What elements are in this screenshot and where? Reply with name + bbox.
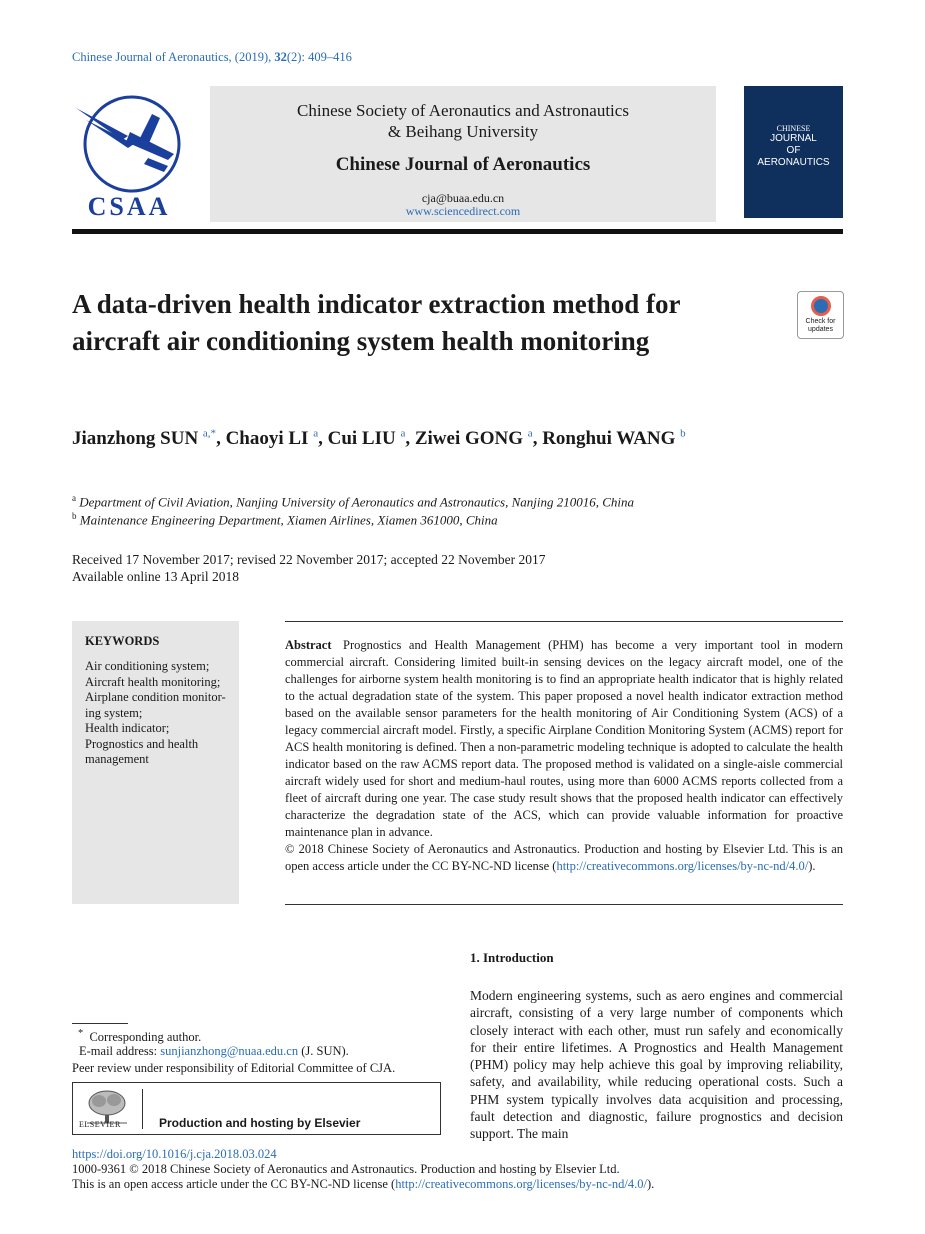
abstract-heading: Abstract <box>285 638 332 652</box>
author: Cui LIU $^a$, <box>327 428 415 450</box>
received-dates: Received 17 November 2017; revised 22 November 2017; accepted 22 November 2017 <box>72 552 546 567</box>
doi-link[interactable]: https://doi.org/10.1016/j.cja.2018.03.024 <box>72 1147 277 1161</box>
keyword: Aircraft health monitoring; <box>85 674 221 689</box>
author: Ziwei GONG $^a$, <box>414 428 543 450</box>
footnote-rule <box>72 1023 128 1024</box>
section-heading-introduction: 1. Introduction <box>470 950 554 965</box>
abstract-top-rule <box>285 621 843 622</box>
footer-license-link[interactable]: http://creativecommons.org/licenses/by-nc-nd/4.0/ <box>395 1177 647 1191</box>
check-for-updates-button[interactable]: Check for updates <box>797 291 844 339</box>
elsevier-label: ELSEVIER <box>79 1120 121 1129</box>
production-text: Production and hosting by Elsevier <box>159 1116 361 1130</box>
peer-review-note: Peer review under responsibility of Editorial Committee of CJA. <box>72 1061 396 1075</box>
abstract-bottom-rule <box>285 904 843 905</box>
logo-text: CSAA <box>87 192 171 220</box>
keyword: Health indicator; <box>85 721 170 735</box>
elsevier-box <box>72 1082 441 1135</box>
keywords-heading: KEYWORDS <box>85 634 160 648</box>
author-list <box>72 428 686 450</box>
journal-email[interactable]: cja@buaa.edu.cn <box>421 191 505 205</box>
journal-banner <box>210 86 716 222</box>
keyword: Airplane condition monitor-ing system; <box>85 690 226 720</box>
bookmark-icon <box>811 296 831 316</box>
journal-name: Chinese Journal of Aeronautics <box>335 154 591 175</box>
abstract <box>285 637 843 875</box>
author: Ronghui WANG $^b$ <box>542 428 686 450</box>
abstract-copyright: © 2018 Chinese Society of Aeronautics and Astronautics. Production and hosting by Elsevier Ltd. This is an open access article under the CC BY-NC-ND license (http://creativecommons.org/licenses/by-nc-nd/4.0/). <box>285 842 843 873</box>
keyword: Air conditioning system; <box>85 659 210 673</box>
csaa-logo <box>70 88 188 220</box>
journal-website-link[interactable]: www.sciencedirect.com <box>405 204 521 218</box>
header-divider <box>72 229 843 234</box>
journal-cover[interactable]: CHINESE JOURNAL OF AERONAUTICS <box>744 86 843 218</box>
csaa-emblem-icon <box>70 88 188 220</box>
elsevier-divider <box>142 1089 143 1129</box>
article-title: A data-driven health indicator extraction method for aircraft air conditioning system health monitoring <box>72 289 680 356</box>
available-online-date: Available online 13 April 2018 <box>72 569 239 584</box>
author-email-link[interactable]: sunjianzhong@nuaa.edu.cn <box>160 1044 299 1058</box>
license-link[interactable]: http://creativecommons.org/licenses/by-nc-nd/4.0/ <box>556 859 809 873</box>
email-note: E-mail address: sunjianzhong@nuaa.edu.cn (J. SUN). <box>79 1044 349 1058</box>
abstract-text: Prognostics and Health Management (PHM) has become a very important tool in modern commercial aircraft. Considering limited built-in sensing devices on the legacy aircraft model, one of the challenges for airborne system health monitoring is to find an appropriate health indicator that is highly related to the actual degradation state of the system. This paper proposed a novel health indicator extraction method based on the available sensor parameters for the health monitoring of Air Conditioning System (ACS) of a legacy commercial aircraft model. Firstly, a specific Airplane Condition Monitoring System (ACMS) report for ACS health monitoring is defined. Then a non-parametric modeling technique is adopted to calculate the health indicator based on the raw ACMS report data. The proposed method is validated on a single-aisle commercial aircraft widely used for short and medium-haul routes, using more than 6000 ACMS reports collected from a fleet of aircraft during one year. The case study result shows that the proposed health indicator can effectively characterize the degradation state of the ACS, which can provide valuable information for proactive maintenance plan in advance. <box>285 638 843 839</box>
author: Jianzhong SUN $^{a,*}$, <box>72 428 226 450</box>
keyword: Prognostics and health management <box>85 736 199 766</box>
footer-license: This is an open access article under the CC BY-NC-ND license (http://creativecommons.org/licenses/by-nc-nd/4.0/). <box>72 1177 655 1191</box>
affiliation: $^a$ Department of Civil Aviation, Nanjing University of Aeronautics and Astronautics, Nanjing 210016, China <box>72 493 635 510</box>
introduction-text: Modern engineering systems, such as aero engines and commercial aircraft, consisting of a very large number of components which closely interact with each other, must run safely and economically for their entire lifetimes. A Prognostics and Health Management (PHM) policy may help achieve this goal by improving reliability, safety, and availability, while reducing operational costs. Such a PHM system typically involves data acquisition and processing, fault detection and diagnostic, failure prognostics and decision support. The main <box>470 988 843 1142</box>
keywords-box <box>72 621 239 904</box>
society-name: Chinese Society of Aeronautics and Astronautics & Beihang University <box>297 101 629 141</box>
corresponding-author-note: * Corresponding author. <box>78 1028 202 1045</box>
keywords-list <box>85 659 237 768</box>
issn-copyright: 1000-9361 © 2018 Chinese Society of Aeronautics and Astronautics. Production and hosting by Elsevier Ltd. <box>72 1162 620 1176</box>
author: Chaoyi LI $^a$, <box>225 428 328 450</box>
affiliation: $^b$ Maintenance Engineering Department, Xiamen Airlines, Xiamen 361000, China <box>72 511 498 528</box>
journal-reference[interactable]: Chinese Journal of Aeronautics, (2019), 32(2): 409–416 <box>72 50 352 64</box>
